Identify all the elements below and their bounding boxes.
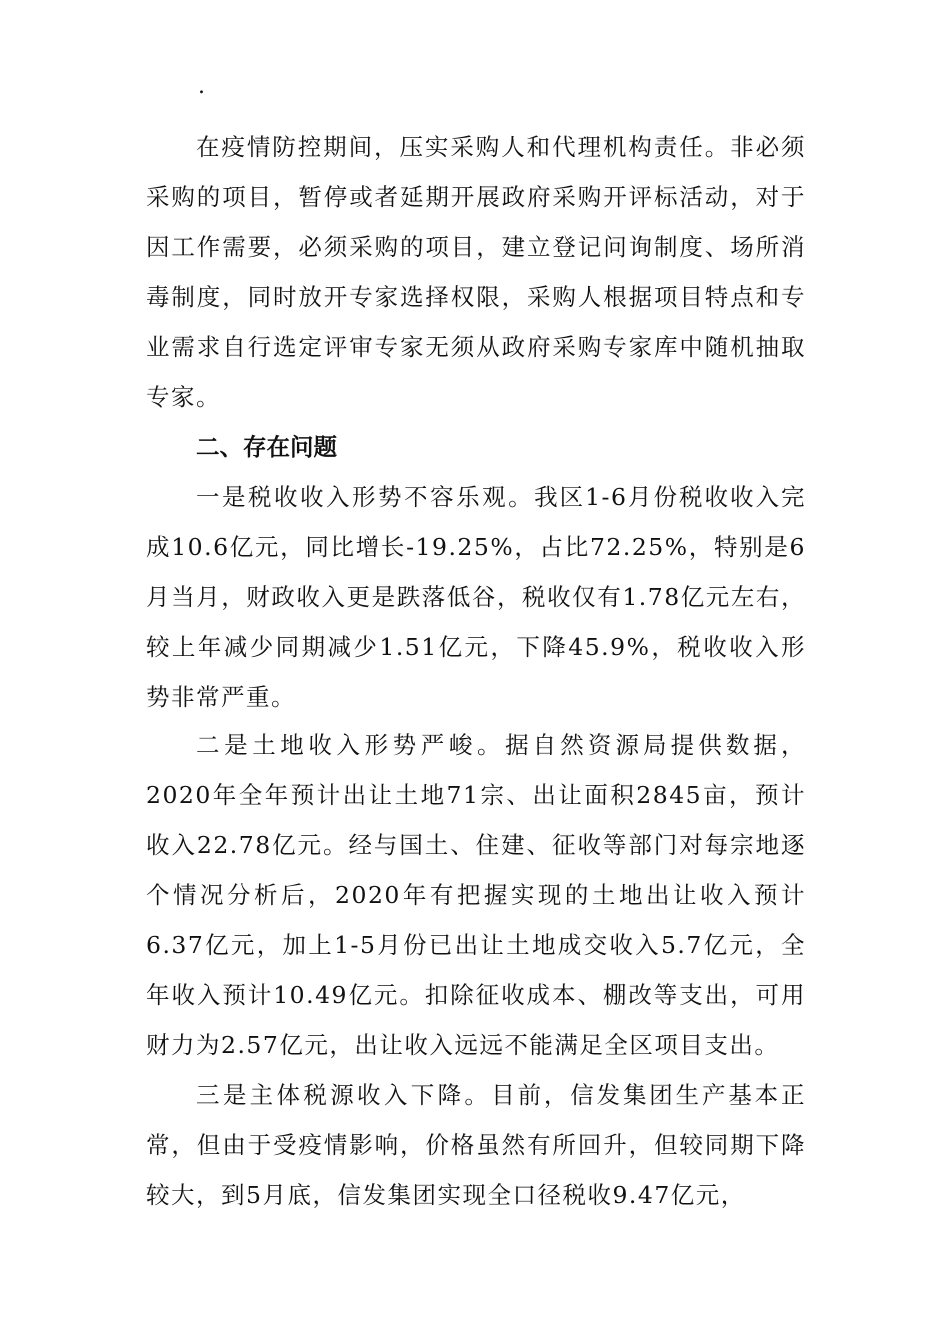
paragraph-tax-revenue xyxy=(146,472,806,722)
paragraph-procurement: 在疫情防控期间，压实采购人和代理机构责任。非必须采购的项目，暂停或者延期开展政府采购开评标活动，对于因工作需要，必须采购的项目，建立登记问询制度、场所消毒制度，同时放开专家选择权限，采购人根据项目特点和专业需求自行选定评审专家无须从政府采购专家库中随机抽取专家。 xyxy=(146,133,806,411)
page-marker: . xyxy=(198,74,205,99)
paragraph-body: 我区1-6月份税收收入完成10.6亿元，同比增长-19.25%，占比72.25%，特别是6月当月，财政收入更是跌落低谷，税收仅有1.78亿元左右，较上年减少同期减少1.51亿元，下降45.9%，税收收入形势非常严重。 xyxy=(146,483,807,711)
paragraph-main-tax-source xyxy=(146,1070,806,1220)
paragraph-body: 目前，信发集团生产基本正常，但由于受疫情影响，价格虽然有所回升，但较同期下降较大，到5月底，信发集团实现全口径税收9.47亿元， xyxy=(146,1081,806,1209)
section-heading: 二、存在问题 xyxy=(196,433,337,461)
paragraph-land-revenue xyxy=(146,720,806,1070)
paragraph-lead: 一是税收收入形势不容乐观。 xyxy=(196,483,535,511)
paragraph-lead: 二是土地收入形势严峻。 xyxy=(196,731,506,759)
paragraph-body: 据自然资源局提供数据，2020年全年预计出让土地71宗、出让面积2845亩，预计收入22.78亿元。经与国土、住建、征收等部门对每宗地逐个情况分析后，2020年有把握实现的土地出让收入预计6.37亿元，加上1-5月份已出让土地成交收入5.7亿元，全年收入预计10.49亿元。扣除征收成本、棚改等支出，可用财力为2.57亿元，出让收入远远不能满足全区项目支出。 xyxy=(146,731,807,1059)
paragraph-lead: 三是主体税源收入下降。 xyxy=(196,1081,492,1109)
